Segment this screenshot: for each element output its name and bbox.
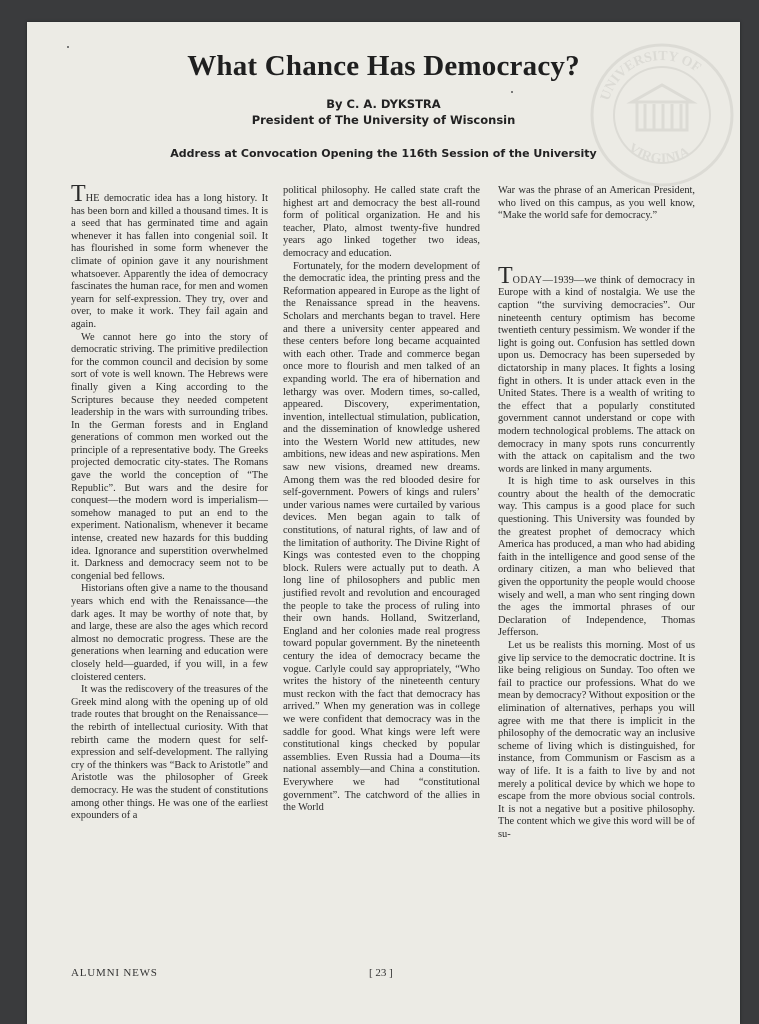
- paragraph: It was the rediscovery of the treasures of the Greek mind along with the opening up of old trade routes that brought on the Renaissance—the rebirth of intellectual curiosity. With that rebirth came the modern quest for self-expression and self-development. The rallying cry of the thinkers was “Back to Aristotle” and Aristotle was the philosopher of Greek democracy. He was the student of constitutions among other things. He was one of the earliest expounders of a: [71, 684, 268, 822]
- paragraph: [498, 262, 695, 477]
- paper-speck: [511, 91, 513, 93]
- paper-speck: [67, 46, 69, 48]
- publication-name: ALUMNI NEWS: [71, 967, 158, 979]
- paragraph-text: HE democratic idea has a long history. It has been born and killed a thousand times. It is a seed that has germinated time and again whenever it has fallen into congenial soil. It has flourished in some form whenever the climate of opinion gave it any nourishment whatsoever. Apparently the idea of democracy fascinates the human race, for men and women yearn for self-expression. They try, over and over, to make it work. They fail again and again.: [71, 193, 268, 330]
- drop-cap: T: [71, 181, 86, 207]
- paragraph-text: —1939—we think of democracy in Europe with a kind of nostalgia. We use the caption “the surviving democracies”. Our nineteenth century optimism has become twentieth century pessimism. We wonder if the light is going out. Confusion has settled down upon us. Democracy has been superseded by dictatorship in many places. It fights a losing fight in others. It is under attack even in the United States. There is a wealth of writing to the effect that a popularly constituted government cannot understand or cope with modern technological problems. The attack on democracy in many spots runs concurrently with the attack on capitalism and the two words are linked in many arguments.: [498, 274, 695, 475]
- paragraph: Fortunately, for the modern development of the democratic idea, the printing press and the Reformation appeared in Europe as the light of the Renaissance spread in the heavens. Scholars and merchants began to travel. Here and there a university center appeared and these centers before long became acquainted with each other. Trade and commerce began once more to flourish and men talked of an expanding world. The era of hibernation and lethargy was over. Modern times, so-called, appeared. Discovery, experimentation, invention, intellectual stimulation, publication, and the dissemination of knowledge ushered into the Western World new attitudes, new ambitions, new ideas and new aspirations. Men saw new visions, dreamed new dreams. Among them was the red blooded desire for self-government. Powers of kings and rulers’ under various names were curtailed by various devices. Men began again to talk of constitutions, of natural rights, of law and of the limitation of authority. The Divine Right of Kings was contested even to the chopping block. Rulers were actually put to death. A long line of philosophers and public men justified revolt and revolution and encouraged the people to take the process of ruling into their own hands. Holland, Switzerland, England and her colonies made real progress toward popular government. By the nineteenth century the idea of democracy became the vogue. Carlyle could say appropriately, “Who writes the history of the nineteenth century must reckon with the fact that democracy has arrived.” When my generation was in college we were confident that democracy was in the saddle for good. What kings were left were constitutional kings checked by popular assemblies. Even Russia had a Douma—its national assembly—and China a constitution. Everywhere we had “constitutional government”. The catchword of the allies in the World: [283, 260, 480, 814]
- paragraph: [71, 181, 268, 332]
- article-title: What Chance Has Democracy?: [187, 50, 580, 82]
- page-number: [ 23 ]: [369, 967, 393, 979]
- paragraph: It is high time to ask ourselves in this country about the health of the democratic way. This campus is a good place for such questioning. This University was founded by the greatest prophet of democracy which America has produced, a man who had abiding faith in the intelligence and good sense of the ordinary citizen, a man who believed that given the opportunity the people would choose wisely and well, a man who sent ringing down the ages the immortal phrases of our Declaration of Independence, Thomas Jefferson.: [498, 476, 695, 639]
- author-name: By C. A. DYKSTRA: [326, 97, 441, 111]
- seal-text-bottom: VIRGINIA: [625, 140, 693, 167]
- paragraph: We cannot here go into the story of democratic striving. The primitive predilection for the common council and decision by some sort of vote is well known. The Hebrews were finally given a King according to the Scriptures because they needed competent leadership in the wars with surrounding tribes. In the German forests and in England generations of common men worked out the principle of a representative body. The Greeks projected democratic city-states. The Romans gave the world the conception of “The Republic”. But wars and the desire for conquest—the modern word is imperialism—somehow managed to put an end to the experiment. Nationalism, whenever it became intense, created new hazards for this budding idea. Ignorance and superstition overwhelmed it. Darkness and democracy seem not to be congenial bed fellows.: [71, 331, 268, 582]
- paragraph: Let us be realists this morning. Most of us give lip service to the democratic doctrine. It is like being religious on Sunday. Too often we fail to practice our professions. What do we mean by democracy? Without exposition or the elimination of alternatives, perhaps you will agree with me that there is implicit in the philosophy of the democratic way an inclusive scheme of living which is distinguished, for instance, from Communism or Fascism as a way of life. It is a faith to live by and not merely a political device by which we hope to escape from the more obvious social controls. It is not a negative but a positive philosophy. The content which we give this word will be of su-: [498, 640, 695, 840]
- small-caps-word: ODAY: [512, 274, 543, 286]
- byline: [27, 96, 740, 128]
- article-subtitle: Address at Convocation Opening the 116th Session of the University: [170, 147, 597, 160]
- text-column-1: [71, 181, 268, 823]
- author-title: President of The University of Wisconsin: [251, 113, 516, 127]
- text-column-2: [283, 185, 480, 815]
- paragraph: Historians often give a name to the thousand years which end with the Renaissance—the dark ages. It may be worthy of note that, by and large, these are also the ages which record almost no democratic progress. These are the generations when learning and education were closely held—guarded, if you will, in a few cloistered centers.: [71, 583, 268, 683]
- text-column-3: [498, 185, 695, 842]
- paragraph: political philosophy. He called state craft the highest art and democracy the best all-round form of political organization. He and his teacher, Plato, almost twenty-five hundred years ago linked together two ideas, democracy and education.: [283, 185, 480, 259]
- section-break: [498, 223, 695, 267]
- drop-cap: T: [498, 262, 513, 289]
- document-page: [27, 22, 740, 1024]
- paragraph: War was the phrase of an American President, who lived on this campus, as you well know, “Make the world safe for democracy.”: [498, 185, 695, 222]
- seal-text-top: UNIVERSITY OF: [598, 48, 704, 103]
